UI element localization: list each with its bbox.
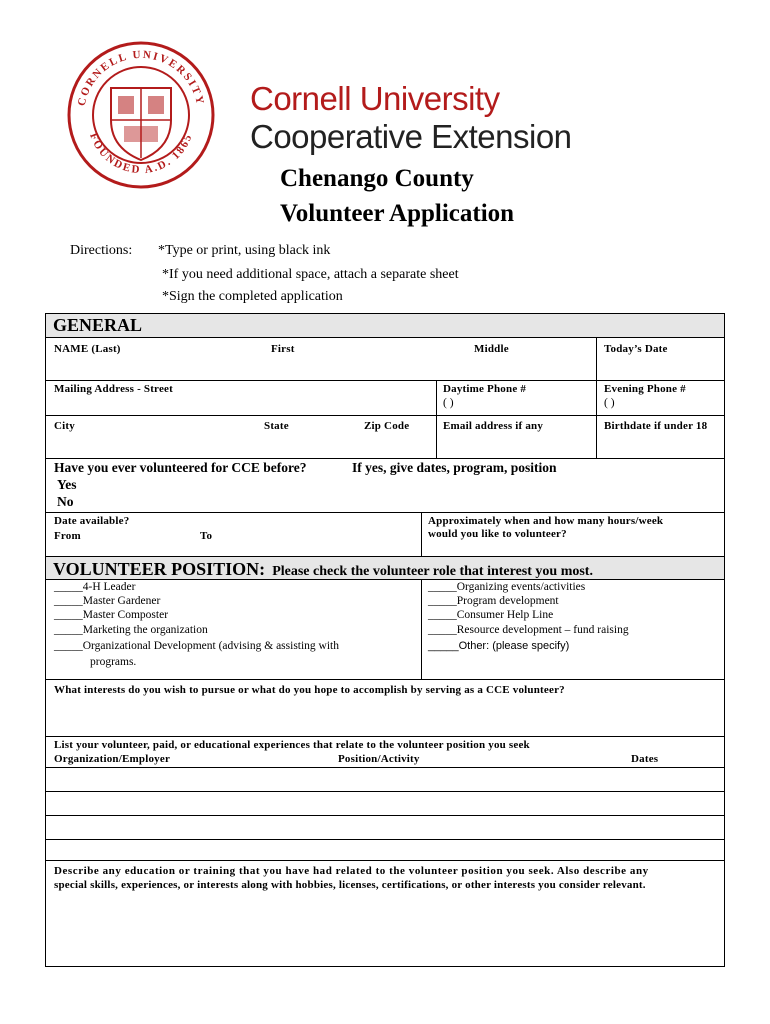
divider [436,380,437,458]
role-org-development[interactable]: _____Organizational Development (advising & assisting with [54,640,340,652]
daytime-phone-label: Daytime Phone # [443,383,527,395]
role-4h-leader[interactable]: _____4-H Leader [54,581,136,593]
svg-text:FOUNDED A.D. 1865: FOUNDED A.D. 1865 [87,131,195,177]
direction-item: *Sign the completed application [162,289,343,304]
divider [45,815,725,816]
col-organization: Organization/Employer [54,753,171,765]
to-label: To [200,530,213,542]
divider [421,512,422,556]
role-other[interactable]: _____Other: (please specify) [428,640,570,652]
state-label: State [264,420,289,432]
direction-item: *If you need additional space, attach a separate sheet [162,267,459,282]
city-label: City [54,420,75,432]
divider [45,860,725,861]
role-resource-development[interactable]: _____Resource development – fund raising [428,624,629,636]
divider [45,458,725,459]
interests-question: What interests do you wish to pursue or what do you hope to accomplish by serving as a CCE volunteer? [54,684,565,696]
form-title: Volunteer Application [280,200,515,227]
svg-text:CORNELL UNIVERSITY: CORNELL UNIVERSITY [75,48,207,108]
org-name-line2: Cooperative Extension [250,118,572,155]
directions-label: Directions: [70,243,133,258]
role-consumer-help-line[interactable]: _____Consumer Help Line [428,609,554,621]
hours-question-line2: would you like to volunteer? [428,528,567,540]
birthdate-label: Birthdate if under 18 [604,420,708,432]
cornell-seal-logo [66,40,216,190]
org-name-line1: Cornell University [250,80,500,117]
hours-question-line1: Approximately when and how many hours/week [428,515,664,527]
divider [45,380,725,381]
role-master-composter[interactable]: _____Master Composter [54,609,169,621]
experience-heading: List your volunteer, paid, or educational experiences that relate to the volunteer position you seek [54,739,530,751]
volunteered-details-prompt: If yes, give dates, program, position [352,460,557,475]
divider [45,767,725,768]
date-available-label: Date available? [54,515,130,527]
position-heading: VOLUNTEER POSITION: [53,559,266,579]
col-dates: Dates [631,753,659,765]
mailing-street-label: Mailing Address - Street [54,383,173,395]
role-marketing[interactable]: _____Marketing the organization [54,624,208,636]
education-prompt-line1: Describe any education or training that you have had related to the volunteer position you seek. Also describe any [54,865,649,877]
daytime-phone-field[interactable]: ( ) [443,397,454,409]
divider [45,679,725,680]
divider [45,791,725,792]
first-name-label: First [271,343,295,355]
divider [45,337,725,338]
role-organizing-events[interactable]: _____Organizing events/activities [428,581,586,593]
evening-phone-field[interactable]: ( ) [604,397,615,409]
general-section-bar [46,314,724,337]
todays-date-label: Today’s Date [604,343,668,355]
email-label: Email address if any [443,420,544,432]
position-subheading: Please check the volunteer role that interest you most. [272,564,593,579]
from-label: From [54,530,81,542]
divider [45,415,725,416]
general-heading: GENERAL [53,315,143,335]
role-master-gardener[interactable]: _____Master Gardener [54,595,161,607]
divider [45,579,725,580]
no-option[interactable]: No [57,494,74,509]
divider [421,579,422,679]
col-position: Position/Activity [338,753,420,765]
divider [45,839,725,840]
divider [45,736,725,737]
role-program-development[interactable]: _____Program development [428,595,559,607]
divider [596,337,597,381]
direction-item: *Type or print, using black ink [158,243,331,258]
county-title: Chenango County [280,165,474,192]
middle-name-label: Middle [474,343,509,355]
position-heading-row [53,559,593,580]
role-org-development-cont: programs. [90,656,137,668]
volunteered-before-question: Have you ever volunteered for CCE before? [54,460,307,475]
name-last-label: NAME (Last) [54,343,121,355]
yes-option[interactable]: Yes [57,477,77,492]
evening-phone-label: Evening Phone # [604,383,686,395]
education-prompt-line2: special skills, experiences, or interests along with hobbies, licenses, certifications, or other interests you consider relevant. [54,879,646,891]
divider [45,512,725,513]
divider [596,380,597,458]
zip-label: Zip Code [364,420,410,432]
